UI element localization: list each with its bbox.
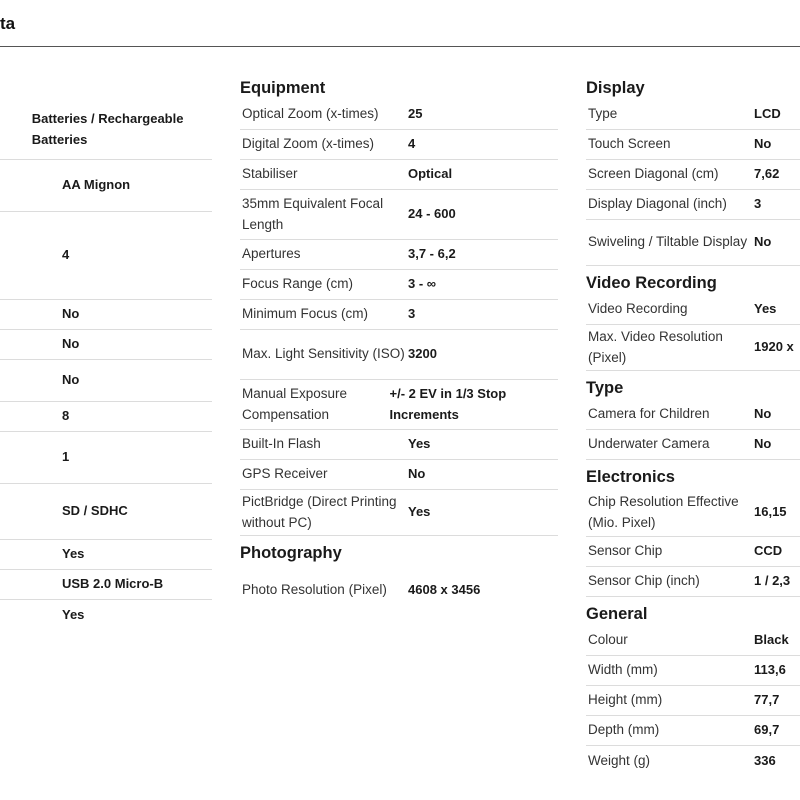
spec-row — [240, 130, 558, 160]
spec-label: Touch Screen — [588, 136, 671, 152]
spec-row — [586, 746, 800, 776]
spec-row — [0, 570, 212, 600]
spec-row — [240, 380, 558, 430]
spec-value: No — [754, 136, 772, 152]
spec-row — [586, 430, 800, 460]
section-heading: Electronics — [586, 468, 675, 486]
section-heading: Type — [586, 379, 624, 397]
spec-value: 1 / 2,3 — [754, 573, 791, 589]
spec-value: Yes — [408, 436, 431, 452]
spec-row — [586, 537, 800, 567]
spec-row — [586, 626, 800, 656]
spec-label: Digital Zoom (x-times) — [242, 136, 375, 152]
spec-row — [0, 100, 212, 160]
spec-label: Manual Exposure Compensation — [242, 386, 348, 422]
spec-value: Black — [754, 632, 789, 648]
spec-row — [586, 567, 800, 597]
title-divider — [0, 46, 800, 47]
spec-value: 113,6 — [754, 662, 786, 678]
spec-section — [586, 600, 800, 776]
spec-label: Depth (mm) — [588, 722, 660, 738]
spec-row — [0, 432, 212, 484]
section-heading: General — [586, 605, 648, 623]
spec-row — [240, 300, 558, 330]
spec-row — [586, 716, 800, 746]
spec-label: Video Recording — [588, 301, 688, 317]
spec-row — [586, 295, 800, 325]
spec-row — [0, 300, 212, 330]
spec-row — [240, 430, 558, 460]
spec-label: Sensor Chip (inch) — [588, 573, 700, 589]
spec-value: Yes — [62, 606, 85, 622]
spec-row — [586, 686, 800, 716]
spec-section — [586, 463, 800, 597]
spec-value: 4608 x 3456 — [408, 581, 481, 597]
spec-row — [0, 360, 212, 402]
spec-value: 1 — [62, 449, 70, 465]
spec-column-right — [586, 74, 800, 779]
spec-row — [0, 160, 212, 212]
spec-value: No — [754, 234, 772, 250]
spec-section — [586, 74, 800, 266]
spec-label: PictBridge (Direct Printing without PC) — [242, 494, 397, 530]
spec-label — [0, 165, 62, 206]
spec-section — [0, 74, 212, 630]
spec-value: 24 - 600 — [408, 206, 456, 222]
spec-label — [0, 225, 62, 287]
spec-row — [240, 565, 558, 615]
spec-value: Yes — [754, 301, 777, 317]
spec-label: Max. Light Sensitivity (ISO) — [242, 346, 405, 362]
spec-label: Colour — [588, 632, 628, 648]
spec-row — [586, 160, 800, 190]
spec-value: 3 - ∞ — [408, 276, 437, 292]
spec-label: Height (mm) — [588, 692, 663, 708]
page-title: ta — [0, 14, 16, 33]
spec-row — [240, 330, 558, 380]
spec-row — [586, 220, 800, 266]
section-heading: Display — [586, 79, 645, 97]
spec-value: Yes — [62, 546, 85, 562]
spec-value: CCD — [754, 543, 783, 559]
spec-section — [586, 269, 800, 371]
spec-value: No — [62, 372, 80, 388]
spec-label: Swiveling / Tiltable Display — [588, 234, 748, 250]
spec-label: Screen Diagonal (cm) — [588, 166, 719, 182]
spec-row — [586, 100, 800, 130]
spec-column-middle — [240, 74, 558, 618]
spec-label — [0, 406, 62, 427]
spec-label: Underwater Camera — [588, 436, 710, 452]
spec-row — [240, 490, 558, 536]
spec-row — [586, 489, 800, 537]
spec-value: 69,7 — [754, 722, 780, 738]
spec-row — [0, 212, 212, 300]
spec-value: 336 — [754, 752, 776, 768]
spec-row — [0, 484, 212, 540]
spec-value: No — [408, 466, 426, 482]
spec-label: Type — [588, 106, 618, 122]
spec-row — [0, 600, 212, 630]
spec-value: 25 — [408, 106, 423, 122]
spec-row — [586, 325, 800, 371]
spec-section — [240, 539, 558, 615]
spec-value: Batteries / Rechargeable Batteries — [31, 111, 184, 147]
spec-value: 77,7 — [754, 692, 780, 708]
section-heading: Equipment — [240, 79, 326, 97]
spec-label: Optical Zoom (x-times) — [242, 106, 379, 122]
spec-row — [240, 190, 558, 240]
spec-value: AA Mignon — [62, 177, 131, 193]
spec-section — [586, 374, 800, 460]
spec-value: LCD — [754, 106, 781, 122]
spec-value: 1920 x — [754, 339, 794, 355]
spec-label: Sensor Chip — [588, 543, 663, 559]
spec-value: No — [62, 336, 80, 352]
spec-label: Camera for Children — [588, 406, 710, 422]
section-heading: Video Recording — [586, 274, 717, 292]
spec-row — [586, 190, 800, 220]
section-heading: Photography — [240, 544, 342, 562]
spec-value: 7,62 — [754, 166, 780, 182]
spec-row — [586, 656, 800, 686]
spec-row — [0, 402, 212, 432]
spec-value: SD / SDHC — [62, 503, 128, 519]
spec-label: GPS Receiver — [242, 466, 328, 482]
spec-label: Photo Resolution (Pixel) — [242, 581, 387, 597]
spec-label: Apertures — [242, 246, 301, 262]
spec-value: No — [62, 306, 80, 322]
spec-column-left — [0, 74, 212, 633]
spec-row — [240, 240, 558, 270]
spec-value: 3200 — [408, 346, 437, 362]
spec-label — [0, 447, 62, 468]
spec-value: USB 2.0 Micro-B — [62, 576, 164, 592]
spec-row — [240, 460, 558, 490]
spec-value: 8 — [62, 408, 70, 424]
spec-label: 35mm Equivalent Focal Length — [242, 196, 384, 232]
spec-label: Width (mm) — [588, 662, 658, 678]
spec-value: 4 — [408, 136, 416, 152]
spec-value: 16,15 — [754, 504, 787, 520]
spec-row — [240, 270, 558, 300]
spec-row — [240, 100, 558, 130]
spec-label: Built-In Flash — [242, 436, 321, 452]
spec-value: Yes — [408, 504, 431, 520]
spec-value: No — [754, 406, 772, 422]
spec-row — [586, 130, 800, 160]
spec-label: Max. Video Resolution (Pixel) — [588, 329, 723, 365]
spec-value: Optical — [408, 166, 453, 182]
spec-value: 4 — [62, 247, 70, 263]
spec-label: Minimum Focus (cm) — [242, 306, 369, 322]
section-heading — [0, 74, 212, 100]
spec-row — [586, 400, 800, 430]
spec-label: Chip Resolution Effective (Mio. Pixel) — [588, 494, 739, 530]
spec-label: Display Diagonal (inch) — [588, 196, 727, 212]
spec-label: Focus Range (cm) — [242, 276, 354, 292]
spec-value: 3 — [754, 196, 762, 212]
spec-value: 3 — [408, 306, 416, 322]
spec-row — [0, 540, 212, 570]
spec-row — [240, 160, 558, 190]
spec-section — [240, 74, 558, 536]
spec-value: +/- 2 EV in 1/3 Stop Increments — [389, 386, 507, 422]
spec-row — [0, 330, 212, 360]
spec-label: Weight (g) — [588, 752, 651, 768]
spec-value: No — [754, 436, 772, 452]
spec-label: Stabiliser — [242, 166, 298, 182]
spec-value: 3,7 - 6,2 — [408, 246, 456, 262]
